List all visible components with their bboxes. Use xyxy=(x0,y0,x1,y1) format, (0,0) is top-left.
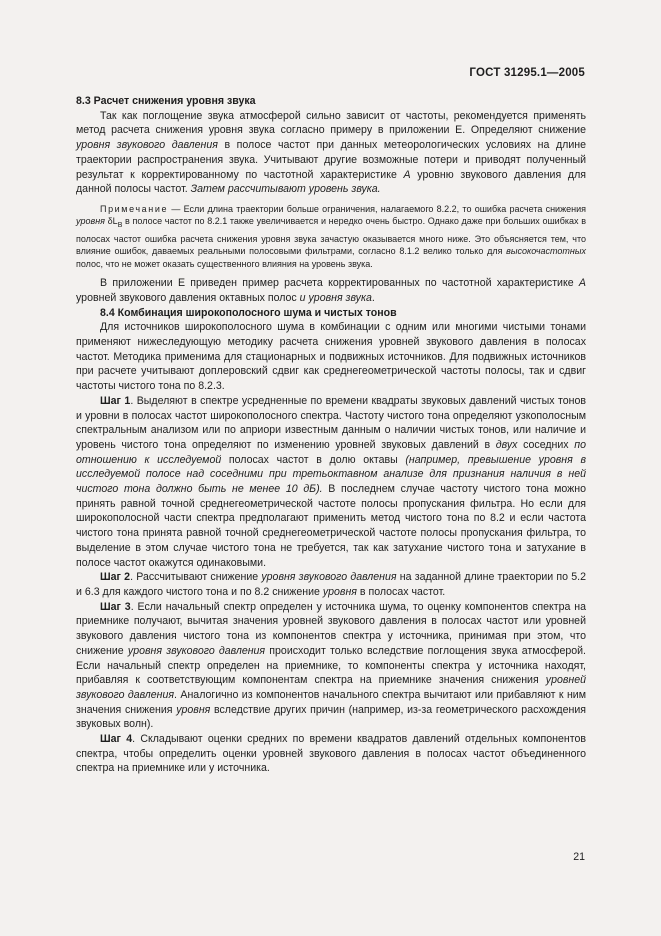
note-label: Примечание xyxy=(100,203,169,214)
delta-symbol: $\delta L_B$ xyxy=(107,216,123,230)
section-8-3-paragraph-1: Так как поглощение звука атмосферой сильно зависит от частоты, рекомендуется применять метод расчета снижения уровня звука согласно примеру в приложении Е. Определяют снижение уровня звукового давления в полосе частот при данных метеорологических условиях на длине траектории распространения звука. Учитывают другие возможные потери и приводят полученный результат к корректированному по частотной характеристике А уровню звукового давления для данной полосы частот. Затем рассчитывают уровень звука. xyxy=(76,109,586,196)
step-1-paragraph: Шаг 1. Выделяют в спектре усредненные по времени квадраты звуковых давлений чистых тонов и уровни в полосах частот широкополосного спектра. Частоту чистого тона определяют узкополосным спектральным анализом или по априори известным данным о наличии чистых тонов, или наличие и уровень чистого тона определяют по изменению уровней звуковых давлений в двух соседних по отношению к исследуемой полосах частот в долю октавы (например, превышение уровня в исследуемой полосе над соседними при третьоктавном анализе для признания наличия в ней чистого тона должно быть не менее 10 дБ). В последнем случае частоту чистого тона можно принять равной точной среднегеометрической частоте полосы пропускания фильтра. Но если для широкополосной части спектра предполагают применить метод чистого тона по 8.2 и если частота чистого тона принята равной точной среднегеометрической частоте полосы пропускания фильтра, то выделение в этом случае чистого тона не требуется, так как затухание чистого тона и затухание в полосе частот окажутся одинаковыми. xyxy=(76,394,586,569)
step-3-paragraph: Шаг 3. Если начальный спектр определен у источника шума, то оценку компонентов спектра на приемнике получают, вычитая значения уровней звукового давления в полосах частот или уровней звукового давления чистого тона из компонентов спектра у источника, принимая при этом, что снижение уровня звукового давления происходит только вследствие поглощения звука атмосферой. Если начальный спектр определен на приемнике, то компоненты спектра у источника находят, прибавляя к соответствующим компонентам спектра на приемнике значения снижения уровней звукового давления. Аналогично из компонентов начального спектра вычитают или прибавляют к ним значения снижения уровня вследствие других причин (например, из-за геометрического расхождения звуковых волн). xyxy=(76,600,587,731)
section-8-3-heading: 8.3 Расчет снижения уровня звука xyxy=(76,95,256,107)
page-number: 21 xyxy=(573,851,585,863)
section-8-3-paragraph-2: В приложении Е приведен пример расчета корректированных по частотной характеристике А уровней звукового давления октавных полос и уровня звука. xyxy=(76,277,586,304)
step-4-paragraph: Шаг 4. Складывают оценки средних по времени квадратов давлений отдельных компонентов спектра, чтобы определить оценки уровней звукового давления в полосах частот объединенного спектра на приемнике или у источника. xyxy=(76,733,586,775)
section-8-4-paragraph-1: Для источников широкополосного шума в комбинации с одним или многими чистыми тонами применяют нижеследующую методику расчета снижения уровней звукового давления в полосах частот. Методика применима для стационарных и подвижных источников. Для подвижных источников при расчете учитывают доплеровский сдвиг как среднегеометрической частоты полосы, так и сдвиг частоты чистого тона по 8.2.3. xyxy=(76,321,586,393)
note-paragraph: Примечание — Если длина траектории больше ограничения, налагаемого 8.2.2, то ошибка расчета снижения уровня $\delta L_B$ в полосе частот по 8.2.1 также увеличивается и нередко очень быстро. Однако даже при больших ошибках в полосах частот ошибка расчета снижения уровня звука зачастую оказывается много ниже. Это объясняется тем, что влияние ошибок, даваемых реальными полосовыми фильтрами, согласно 8.1.2 велико только для высокочастотных полос, что не может оказать существенного влияния на уровень звука. xyxy=(76,203,586,269)
section-8-4-heading: 8.4 Комбинация широкополосного шума и чистых тонов xyxy=(100,306,397,319)
standard-number: ГОСТ 31295.1—2005 xyxy=(469,67,585,79)
step-2-paragraph: Шаг 2. Рассчитывают снижение уровня звукового давления на заданной длине траектории по 5.2 и 6.3 для каждого чистого тона и по 8.2 снижение уровня в полосах частот. xyxy=(76,571,586,598)
document-body xyxy=(76,94,586,776)
